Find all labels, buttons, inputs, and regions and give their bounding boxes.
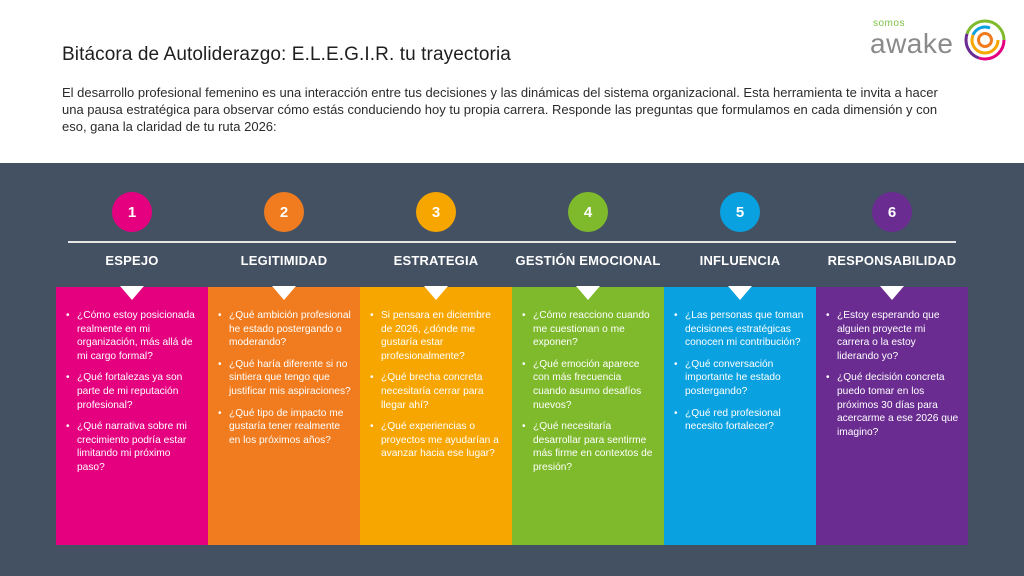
logo-somos-text: somos (873, 18, 905, 29)
dimension-card-4 (512, 287, 664, 545)
dimension-card-3 (360, 287, 512, 545)
question-item: • ¿Qué brecha concreta necesitaría cerrar para llegar ahí? (370, 371, 504, 412)
question-list (370, 309, 504, 461)
question-item: • ¿Cómo reacciono cuando me cuestionan o me exponen? (522, 309, 656, 350)
card-notch-arrow (728, 286, 752, 300)
question-item: • ¿Qué experiencias o proyectos me ayudarían a avanzar hacia ese lugar? (370, 420, 504, 461)
card-notch-arrow (424, 286, 448, 300)
card-notch-arrow (880, 286, 904, 300)
dimension-number-6: 6 (872, 192, 912, 232)
dimension-number-4: 4 (568, 192, 608, 232)
question-item: • ¿Qué haría diferente si no sintiera que tengo que justificar mis aspiraciones? (218, 358, 352, 399)
question-list (218, 309, 352, 447)
question-item: • ¿Qué conversación importante he estado postergando? (674, 358, 808, 399)
page-title: Bitácora de Autoliderazgo: E.L.E.G.I.R. tu trayectoria (62, 44, 511, 65)
question-item: • ¿Qué red profesional necesito fortalecer? (674, 407, 808, 434)
question-item: • ¿Estoy esperando que alguien proyecte mi carrera o la estoy liderando yo? (826, 309, 960, 363)
dimension-label-1: ESPEJO (105, 253, 159, 268)
dimension-card-1 (56, 287, 208, 545)
question-list (522, 309, 656, 475)
question-item: • ¿Qué tipo de impacto me gustaría tener realmente en los próximos años? (218, 407, 352, 448)
dimension-label-5: INFLUENCIA (699, 253, 781, 268)
timeline-divider (68, 241, 956, 243)
dimension-card-2 (208, 287, 360, 545)
dimension-number-3: 3 (416, 192, 456, 232)
card-notch-arrow (272, 286, 296, 300)
card-notch-arrow (120, 286, 144, 300)
card-notch-arrow (576, 286, 600, 300)
dimension-number-5: 5 (720, 192, 760, 232)
dimension-number-1: 1 (112, 192, 152, 232)
question-item: • ¿Qué ambición profesional he estado postergando o moderando? (218, 309, 352, 350)
question-item: • ¿Qué narrativa sobre mi crecimiento podría estar limitando mi próximo paso? (66, 420, 200, 474)
question-item: • ¿Qué decisión concreta puedo tomar en los próximos 30 días para acercarme a ese 2026 que imagino? (826, 371, 960, 439)
question-list (826, 309, 960, 439)
logo-spiral-icon (963, 18, 1007, 62)
dimension-label-2: LEGITIMIDAD (240, 253, 328, 268)
question-item: • ¿Qué fortalezas ya son parte de mi reputación profesional? (66, 371, 200, 412)
question-item: • ¿Qué necesitaría desarrollar para sentirme más firme en contextos de presión? (522, 420, 656, 474)
dimension-label-4: GESTIÓN EMOCIONAL (515, 253, 661, 268)
logo-awake-text: awake (870, 28, 954, 59)
question-list (66, 309, 200, 475)
question-item: • Si pensara en diciembre de 2026, ¿dónde me gustaría estar profesionalmente? (370, 309, 504, 363)
dimension-label-3: ESTRATEGIA (393, 253, 479, 268)
dimension-card-5 (664, 287, 816, 545)
dimension-label-6: RESPONSABILIDAD (827, 253, 957, 268)
dimension-card-6 (816, 287, 968, 545)
intro-paragraph: El desarrollo profesional femenino es una interacción entre tus decisiones y las dinámicas del sistema organizacional. Esta herramienta te invita a hacer una pausa estratégica para observar cómo estás conduciendo hoy tu propia carrera. Responde las preguntas que formulamos en cada dimensión y con eso, gana la claridad de tu ruta 2026: (62, 85, 938, 134)
question-list (674, 309, 808, 434)
somos-awake-logo (870, 18, 1010, 68)
question-item: • ¿Las personas que toman decisiones estratégicas conocen mi contribución? (674, 309, 808, 350)
question-item: • ¿Qué emoción aparece con más frecuencia cuando asumo desafíos nuevos? (522, 358, 656, 412)
dimension-number-2: 2 (264, 192, 304, 232)
question-item: • ¿Cómo estoy posicionada realmente en mi organización, más allá de mi cargo formal? (66, 309, 200, 363)
